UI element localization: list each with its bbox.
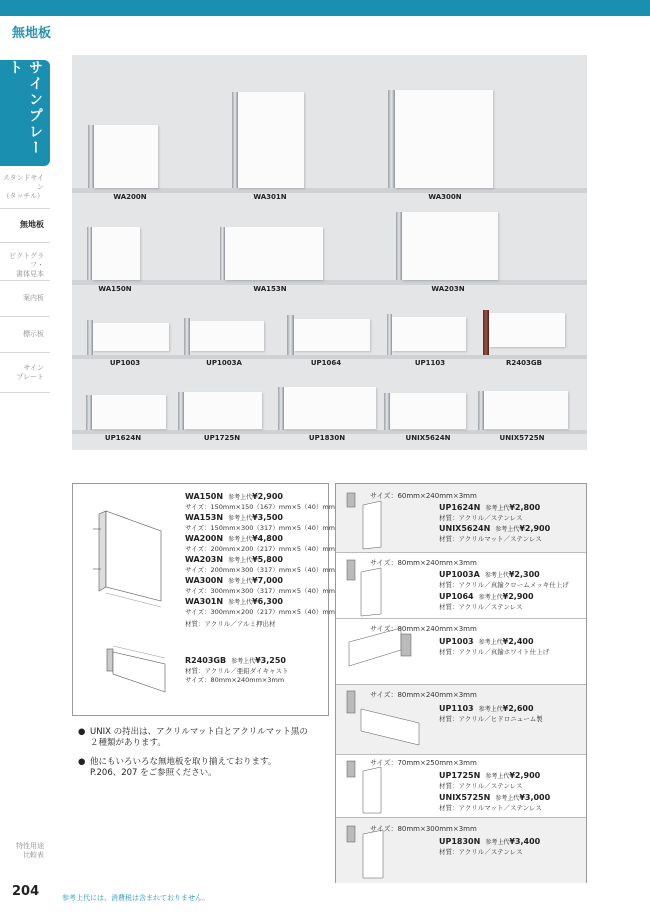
- photo-label: WA200N: [113, 193, 147, 201]
- wa-series-spec-panel: WA150N 参考上代¥2,900 サイズ：150mm×150（167）mm×5（40）mm WA153N 参考上代¥3,500 サイズ：150mm×300（317）mm×5（40）mm WA200N 参考上代¥4,800 サイズ：200mm×200（217）mm×5（40）mm WA203N 参考上代¥5,800 サイズ：200mm×300（317）mm×5（40）mm WA300N 参考上代¥7,000 サイズ：300mm×300（317）mm×5（40）mm WA301N 参考上代¥6,300 サイズ：300mm×200（217）mm×5（40）mm 材質：アクリル／アルミ押出材 R2403GB 参考上代¥3,250 材質：アクリル／亜鉛ダイキャスト サイズ：80mm×240mm×3mm: [72, 483, 329, 716]
- sidebar-item-display-board[interactable]: 標示板: [23, 330, 44, 338]
- sign-up1624n: [92, 395, 166, 429]
- top-header-bar: [0, 0, 650, 16]
- sign-wa200n: [94, 125, 158, 188]
- sidebar-item-sign-plate[interactable]: サイン プレート: [16, 364, 44, 381]
- r2403gb-diagram: [95, 634, 175, 704]
- page-title: 無地板: [12, 26, 52, 41]
- sign-wa301n: [238, 92, 304, 188]
- photo-label: UNIX5624N: [405, 434, 451, 442]
- sign-unix5725n: [484, 391, 568, 429]
- sidebar-item-stand-sign[interactable]: スタンドサイン （タッチル）: [2, 174, 44, 200]
- sign-up1725n: [184, 392, 262, 429]
- wa-series-diagram: [91, 509, 171, 609]
- sidebar-item-guide-board[interactable]: 案内板: [23, 294, 44, 302]
- photo-label: UP1003: [109, 359, 141, 367]
- sidebar-tab-sign-plate[interactable]: サインプレート: [0, 60, 50, 166]
- photo-label: UP1103: [414, 359, 446, 367]
- product-photo: [72, 55, 587, 450]
- sign-unix5624n: [390, 393, 466, 429]
- sign-wa300n: [395, 90, 493, 188]
- sidebar-item-comparison[interactable]: 特性用途 比較表: [16, 842, 44, 859]
- sign-up1830n: [284, 387, 376, 429]
- photo-label: WA203N: [431, 285, 465, 293]
- sign-wa203n: [402, 212, 498, 280]
- sign-wa150n: [92, 227, 140, 280]
- page-number: 204: [12, 884, 40, 899]
- note-unix: ● UNIX の持出は、アクリルマット白とアクリルマット黒の ２種類があります。: [78, 727, 308, 748]
- sign-up1103: [392, 317, 466, 351]
- photo-label: WA301N: [253, 193, 287, 201]
- photo-label: UP1064: [310, 359, 342, 367]
- photo-label: WA300N: [428, 193, 462, 201]
- note-other-boards: ● 他にもいろいろな無地板を取り揃えております。 P.206、207 をご参照ください。: [78, 757, 277, 778]
- sidebar-item-pictograph[interactable]: ピクトグラフ・ 書体見本: [9, 252, 44, 278]
- photo-label: WA153N: [253, 285, 287, 293]
- photo-label: UP1003A: [206, 359, 242, 367]
- up-series-spec-panel: サイズ：60mm×240mm×3mm UP1624N 参考上代¥2,800 材質：アクリル／ステンレス UNIX5624N 参考上代¥2,900 材質：アクリルマット／ステンレス サイズ：80mm×240mm×3mm UP1003A 参考上代¥2,300 材質：アクリル／真鍮クロームメッキ仕上げ UP1064 参考上代¥2,900 材質：アクリル／ステンレス サイズ：80mm×240mm×3mm UP1003 参考上代¥2,400 材質：アクリル／真鍮ホワイト仕上げ サイズ：80mm×240mm×3mm UP1103 参考上代¥2,600 材質：アクリル／ヒドロニューム製 サイズ：70mm×250mm×3mm UP1725N 参考上代¥2,900 材質：アクリル／ステンレス UNIX5725N 参考上代¥3,000 材質：アクリルマット／ステンレス サイズ：80mm×300mm×3mm UP1830N 参考上代¥3,400 材質：アクリル／ステンレス: [335, 483, 587, 883]
- photo-label: UP1624N: [104, 434, 142, 442]
- sign-up1003a: [190, 321, 264, 351]
- photo-label: WA150N: [98, 285, 132, 293]
- sidebar-item-plain-board[interactable]: 無地板: [20, 220, 44, 229]
- photo-label: UP1725N: [203, 434, 241, 442]
- tax-footnote: 参考上代には、消費税は含まれておりません。: [62, 894, 210, 902]
- sign-up1064: [294, 319, 370, 351]
- photo-label: R2403GB: [506, 359, 542, 367]
- sign-up1003: [93, 323, 169, 351]
- sign-r2403gb: [489, 313, 565, 347]
- photo-label: UNIX5725N: [499, 434, 545, 442]
- sign-wa153n: [225, 227, 323, 280]
- photo-label: UP1830N: [308, 434, 346, 442]
